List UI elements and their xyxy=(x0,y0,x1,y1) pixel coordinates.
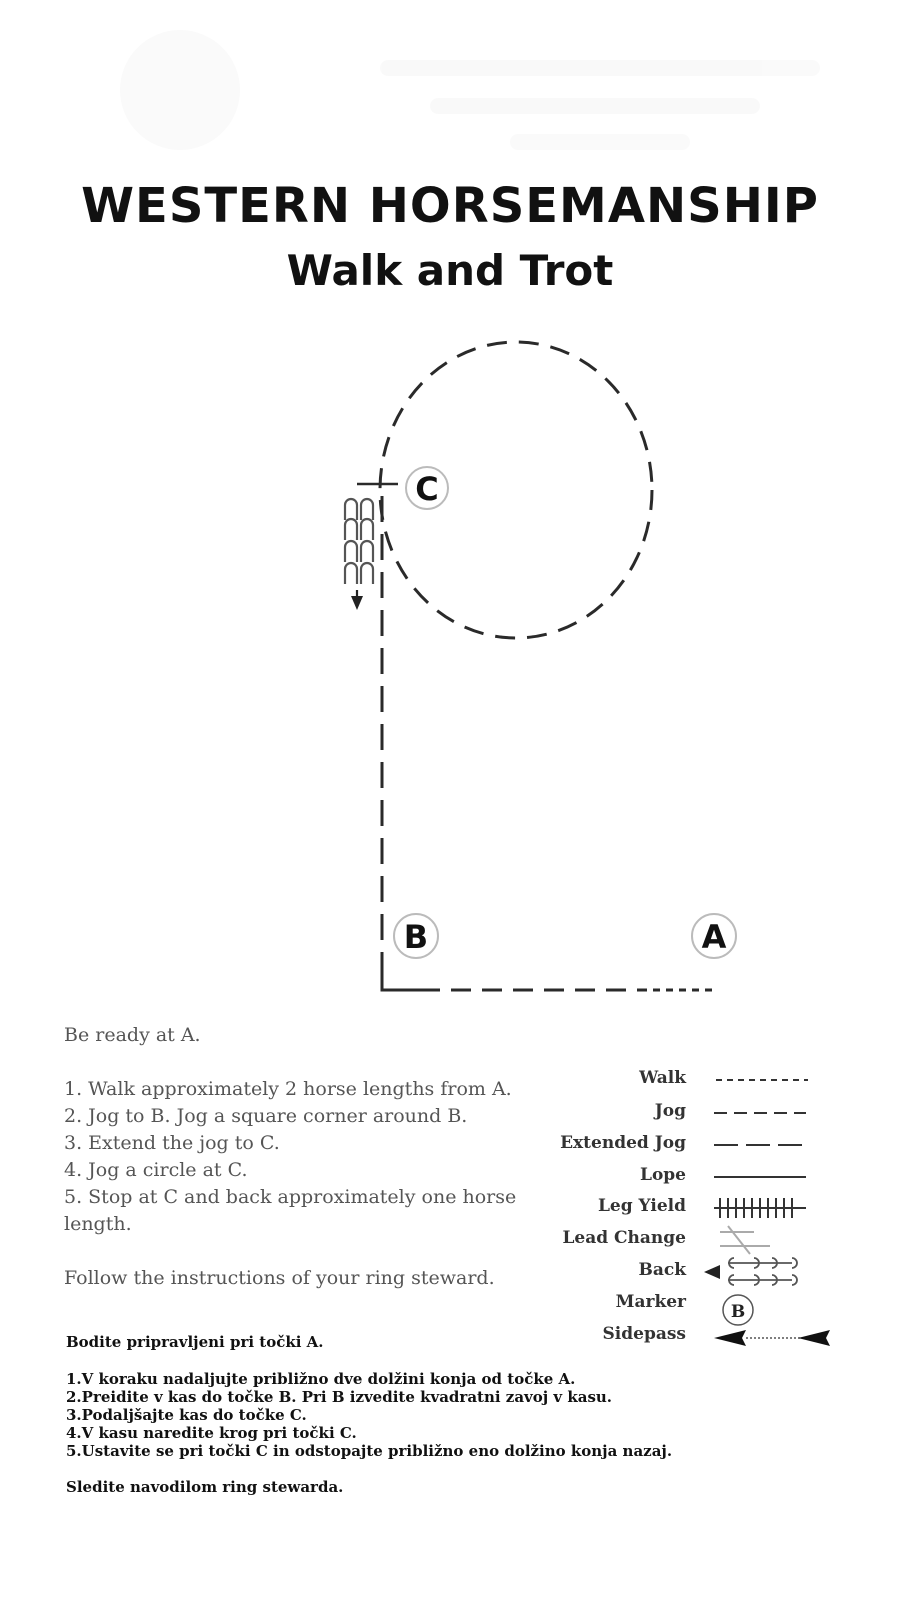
instruction-step: 5. Stop at C and back approximately one horse xyxy=(64,1186,517,1208)
instruction-step: 1. Walk approximately 2 horse lengths from A. xyxy=(64,1078,512,1100)
instruction-follow: Follow the instructions of your ring steward. xyxy=(64,1267,495,1289)
slo-instruction-step: 1.V koraku nadaljujte približno dve dolžini konja od točke A. xyxy=(66,1370,576,1388)
legend-label-sidepass: Sidepass xyxy=(602,1324,686,1344)
legend-label-lead-change: Lead Change xyxy=(562,1228,686,1248)
slo-instruction-step: 5.Ustavite se pri točki C in odstopajte približno eno dolžino konja nazaj. xyxy=(66,1442,673,1460)
instruction-step: 3. Extend the jog to C. xyxy=(64,1132,280,1154)
instruction-step: 4. Jog a circle at C. xyxy=(64,1159,248,1181)
slo-instruction-step: 2.Preidite v kas do točke B. Pri B izvedite kvadratni zavoj v kasu. xyxy=(66,1388,613,1406)
back-symbol xyxy=(345,499,373,600)
legend-label-marker: Marker xyxy=(615,1292,686,1312)
lead-change-icon xyxy=(720,1226,770,1254)
marker-c xyxy=(406,467,448,509)
marker-c-label: C xyxy=(415,470,439,508)
marker-b xyxy=(394,914,438,958)
slo-instruction-ready: Bodite pripravljeni pri točki A. xyxy=(66,1333,324,1351)
marker-a-label: A xyxy=(701,918,727,956)
legend-label-walk: Walk xyxy=(639,1068,686,1088)
slo-instruction-follow: Sledite navodilom ring stewarda. xyxy=(66,1478,344,1496)
page-title: WESTERN HORSEMANSHIP xyxy=(81,178,819,234)
marker-icon xyxy=(723,1295,753,1325)
legend-label-extended-jog: Extended Jog xyxy=(560,1133,686,1153)
marker-icon-letter: B xyxy=(730,1302,746,1322)
legend-label-back: Back xyxy=(638,1260,686,1280)
marker-b-label: B xyxy=(403,918,429,956)
square-corner-path xyxy=(382,970,420,990)
back-arrow-icon xyxy=(351,596,363,610)
back-icon xyxy=(704,1258,797,1285)
legend-label-leg-yield: Leg Yield xyxy=(597,1196,686,1216)
legend-label-lope: Lope xyxy=(640,1165,686,1185)
sidepass-icon xyxy=(714,1330,830,1346)
marker-a xyxy=(692,914,736,958)
instruction-step: length. xyxy=(64,1213,132,1235)
leg-yield-line-icon xyxy=(714,1198,806,1218)
page-subtitle: Walk and Trot xyxy=(286,246,614,295)
slo-instruction-step: 4.V kasu naredite krog pri točki C. xyxy=(66,1424,357,1442)
legend-label-jog: Jog xyxy=(654,1101,686,1121)
instruction-step: 2. Jog to B. Jog a square corner around B. xyxy=(64,1105,468,1127)
instruction-ready: Be ready at A. xyxy=(64,1024,201,1046)
slo-instruction-step: 3.Podaljšajte kas do točke C. xyxy=(66,1406,307,1424)
